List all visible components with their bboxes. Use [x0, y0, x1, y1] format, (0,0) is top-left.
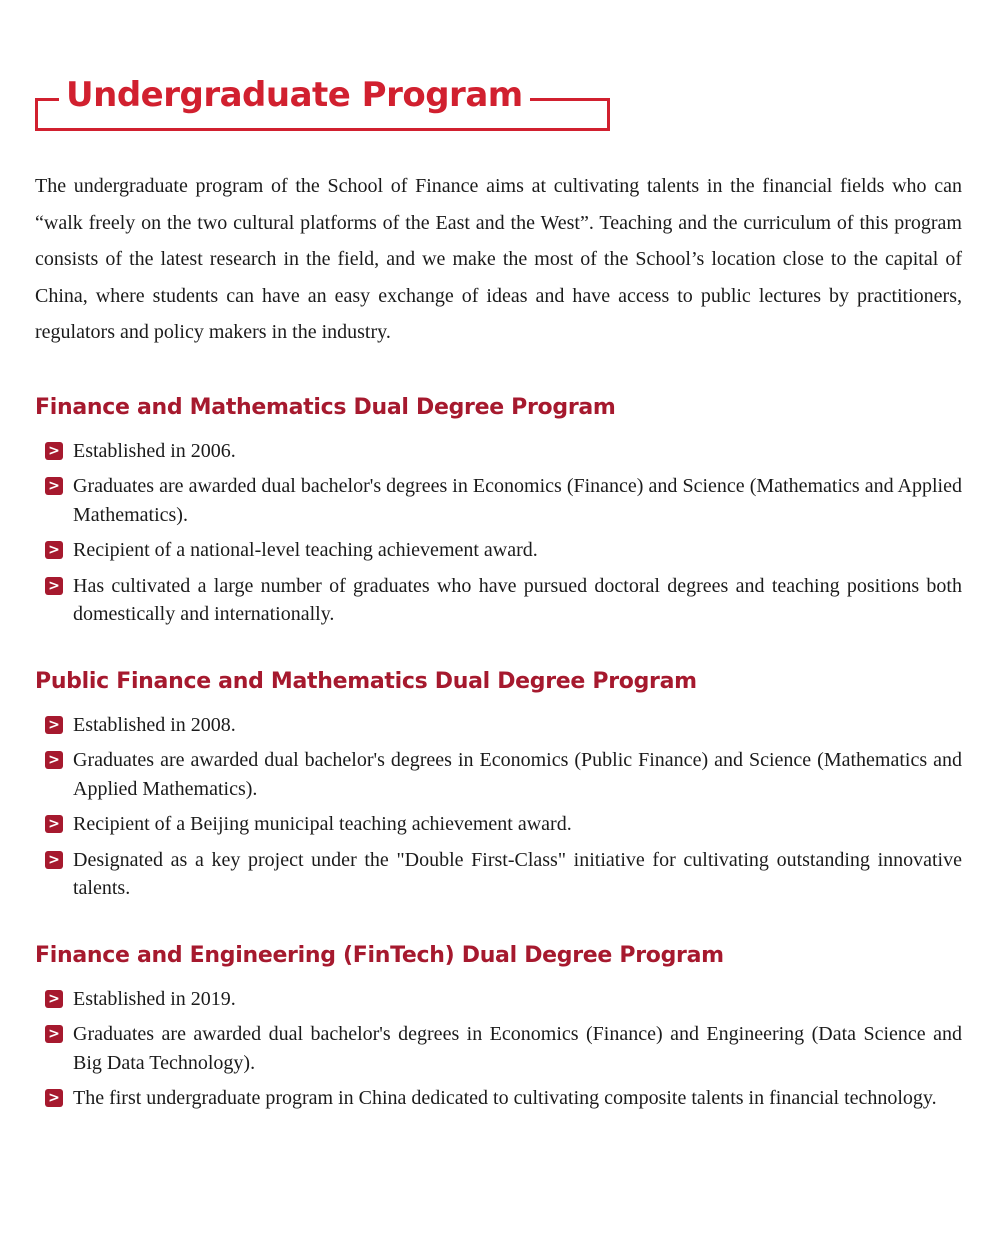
list-item — [45, 711, 962, 740]
chevron-right-icon: > — [45, 851, 63, 869]
list-item — [45, 472, 962, 529]
chevron-right-icon: > — [45, 477, 63, 495]
list-item-text: Established in 2008. — [73, 713, 236, 736]
list-item-text: Graduates are awarded dual bachelor's degrees in Economics (Finance) and Science (Mathematics and Applied Mathematics). — [73, 475, 962, 526]
list-item-text: Established in 2019. — [73, 987, 236, 1010]
list-item-text: Has cultivated a large number of graduates who have pursued doctoral degrees and teaching positions both domestically and internationally. — [73, 574, 962, 625]
section-finance-mathematics — [0, 395, 990, 629]
list-item-text: Recipient of a Beijing municipal teaching achievement award. — [73, 813, 572, 835]
chevron-right-icon: > — [45, 1025, 63, 1043]
list-item — [45, 810, 962, 839]
chevron-right-icon: > — [45, 751, 63, 769]
list-item-text: Graduates are awarded dual bachelor's degrees in Economics (Finance) and Engineering (Data Science and Big Data Technology). — [73, 1023, 962, 1074]
list-item-text: Established in 2006. — [73, 439, 236, 462]
list-item — [45, 746, 962, 803]
chevron-right-icon: > — [45, 990, 63, 1008]
section-heading: Finance and Mathematics Dual Degree Program — [35, 394, 616, 420]
chevron-right-icon: > — [45, 716, 63, 734]
list-item — [45, 437, 962, 466]
chevron-right-icon: > — [45, 577, 63, 595]
list-item-text: The first undergraduate program in China dedicated to cultivating composite talents in financial technology. — [73, 1087, 937, 1109]
chevron-right-icon: > — [45, 541, 63, 559]
section-public-finance-mathematics — [0, 669, 990, 903]
list-item — [45, 846, 962, 903]
page-title: Undergraduate Program — [59, 74, 530, 116]
chevron-right-icon: > — [45, 1089, 63, 1107]
chevron-right-icon: > — [45, 442, 63, 460]
list-item — [45, 985, 962, 1014]
list-item-text: Recipient of a national-level teaching achievement award. — [73, 539, 538, 561]
section-heading: Public Finance and Mathematics Dual Degree Program — [35, 668, 697, 694]
list-item-text: Designated as a key project under the "Double First-Class" initiative for cultivating outstanding innovative talents. — [73, 848, 962, 899]
list-item — [45, 1084, 962, 1113]
list-item-text: Graduates are awarded dual bachelor's degrees in Economics (Public Finance) and Science (Mathematics and Applied Mathematics). — [73, 749, 962, 800]
list-item — [45, 536, 962, 565]
chevron-right-icon: > — [45, 815, 63, 833]
section-finance-engineering-fintech — [0, 943, 990, 1113]
list-item — [45, 1020, 962, 1077]
list-item — [45, 572, 962, 629]
title-banner-box — [35, 75, 610, 131]
intro-paragraph: The undergraduate program of the School of Finance aims at cultivating talents in the financial fields who can “walk freely on the two cultural platforms of the East and the West”. Teaching and the curriculum of this program consists of the latest research in the field, and we make the most of the School’s location close to the capital of China, where students can have an easy exchange of ideas and have access to public lectures by practitioners, regulators and policy makers in the industry. — [35, 175, 962, 343]
section-heading: Finance and Engineering (FinTech) Dual Degree Program — [35, 942, 724, 968]
